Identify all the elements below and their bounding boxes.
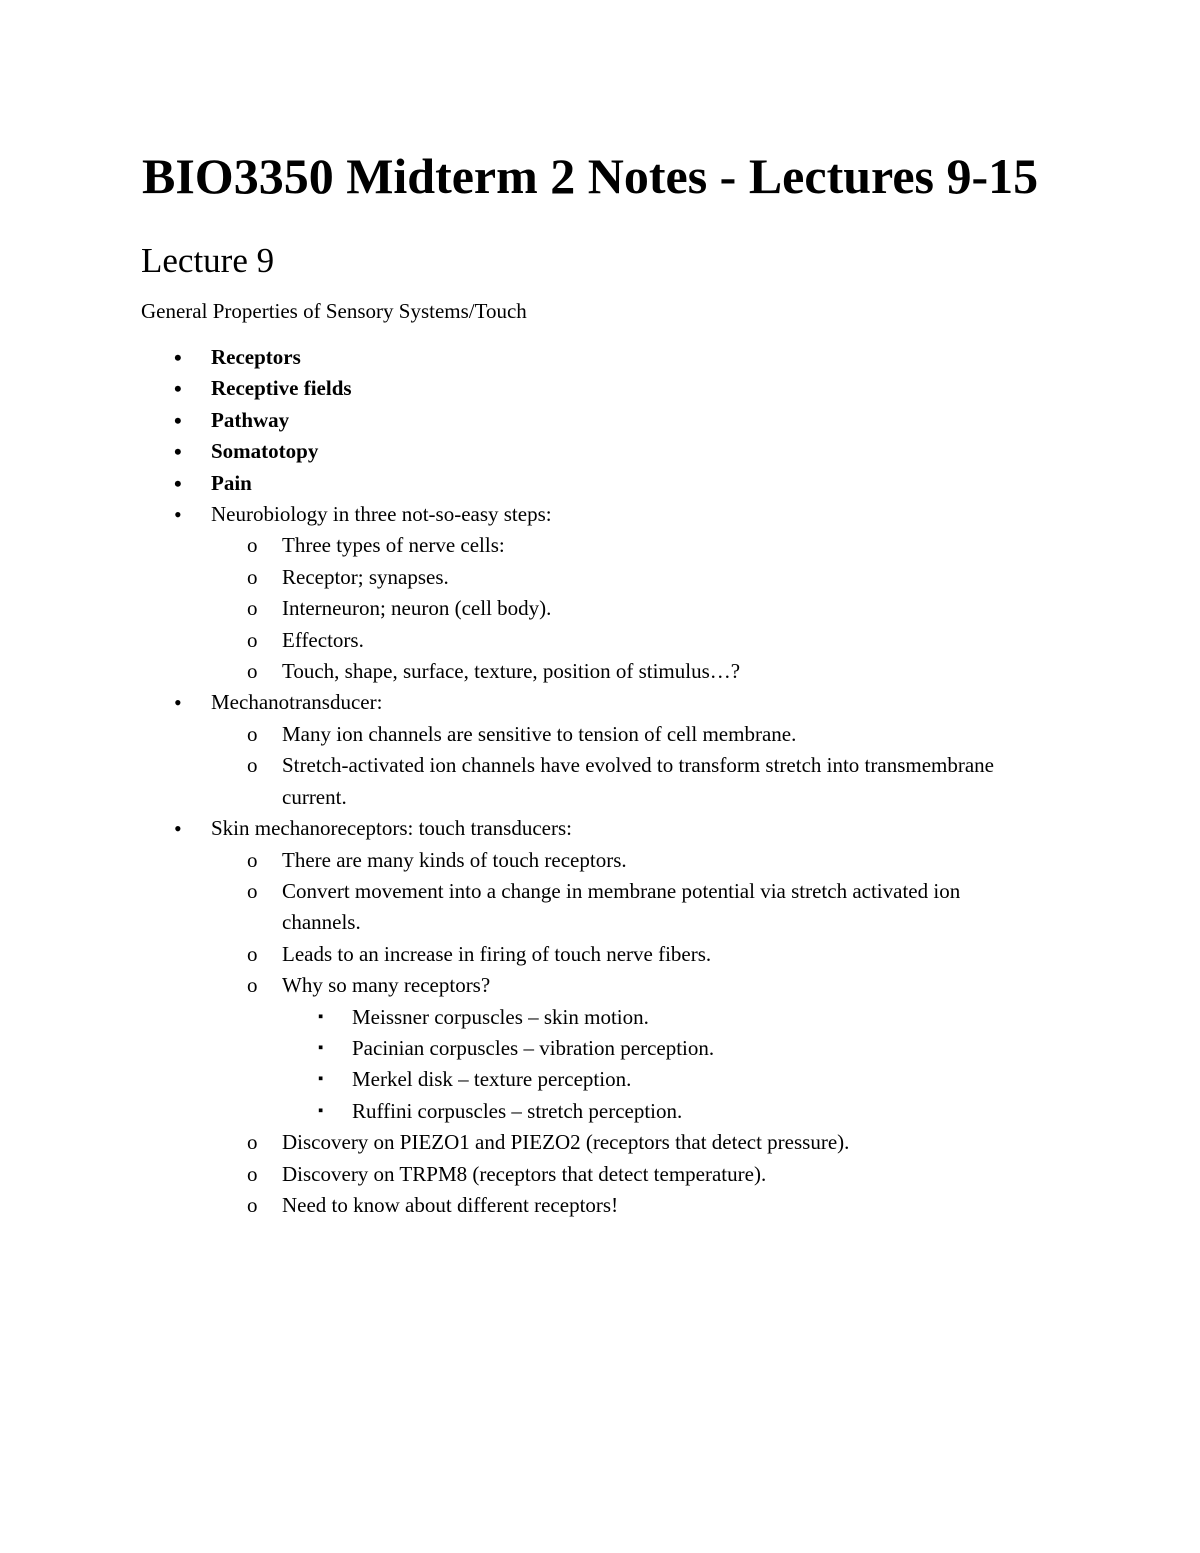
sub-sub-list-item-text: Pacinian corpuscles – vibration perception. — [352, 1035, 715, 1060]
sub-list-item — [0, 530, 1200, 561]
bullet-icon: • — [174, 376, 182, 402]
sub-list-item — [0, 1190, 1200, 1221]
list-item — [0, 436, 1200, 467]
sub-sub-list-item — [0, 1002, 1200, 1033]
sub-sub-list-item-text: Meissner corpuscles – skin motion. — [352, 1004, 649, 1029]
list-item-text: Pain — [211, 470, 252, 495]
sub-list-item-text: Interneuron; neuron (cell body). — [282, 596, 552, 621]
sub-list-item-text: Touch, shape, surface, texture, position of stimulus…? — [282, 659, 741, 684]
circle-bullet-icon: o — [247, 659, 258, 684]
square-bullet-icon: ▪ — [318, 1039, 324, 1056]
sub-list-item-text: Discovery on PIEZO1 and PIEZO2 (receptors that detect pressure). — [282, 1130, 850, 1155]
circle-bullet-icon: o — [247, 973, 258, 998]
sub-list-item — [0, 1159, 1200, 1190]
sub-list-item — [0, 939, 1200, 970]
sub-list-item-text: Convert movement into a change in membrane potential via stretch activated ion channels. — [282, 878, 961, 935]
list-item-text: Pathway — [211, 407, 290, 432]
bullet-icon: • — [174, 502, 182, 528]
bullet-icon: • — [174, 470, 182, 496]
sub-list-item — [0, 593, 1200, 624]
list-item-text: Receptors — [211, 345, 301, 369]
sub-sub-list-item — [0, 1096, 1200, 1127]
circle-bullet-icon: o — [247, 753, 258, 778]
circle-bullet-icon: o — [247, 627, 258, 652]
circle-bullet-icon: o — [247, 564, 258, 589]
sub-list-item-text: Leads to an increase in firing of touch nerve fibers. — [282, 941, 712, 966]
circle-bullet-icon: o — [247, 941, 258, 966]
sub-list-item — [0, 876, 1200, 939]
sub-list-item-text: Many ion channels are sensitive to tension of cell membrane. — [282, 721, 797, 746]
circle-bullet-icon: o — [247, 1161, 258, 1186]
list-item — [0, 405, 1200, 436]
circle-bullet-icon: o — [247, 721, 258, 746]
sub-list-item — [0, 656, 1200, 687]
sub-list-item — [0, 719, 1200, 750]
sub-sub-list-item — [0, 1033, 1200, 1064]
circle-bullet-icon: o — [247, 533, 258, 558]
sub-list-item-text: Receptor; synapses. — [282, 564, 449, 589]
sub-list-item-text: Discovery on TRPM8 (receptors that detect temperature). — [282, 1161, 767, 1186]
circle-bullet-icon: o — [247, 1192, 258, 1217]
list-item-text: Somatotopy — [211, 439, 319, 464]
list-item-text: Skin mechanoreceptors: touch transducers: — [211, 816, 572, 841]
sub-list-item-text: Effectors. — [282, 627, 364, 652]
sub-sub-list-item-text: Ruffini corpuscles – stretch perception. — [352, 1098, 683, 1123]
lecture-heading: Lecture 9 — [141, 241, 275, 280]
circle-bullet-icon: o — [247, 878, 258, 903]
square-bullet-icon: ▪ — [318, 1071, 324, 1088]
square-bullet-icon: ▪ — [318, 1008, 324, 1025]
list-item — [0, 499, 1200, 530]
circle-bullet-icon: o — [247, 847, 258, 872]
sub-list-item — [0, 1127, 1200, 1158]
sub-list-item-text: Three types of nerve cells: — [282, 533, 505, 558]
sub-list-item — [0, 845, 1200, 876]
list-item — [0, 813, 1200, 844]
bullet-icon: • — [174, 690, 182, 716]
list-item-text: Receptive fields — [211, 376, 352, 401]
sub-list-item-text: Why so many receptors? — [282, 973, 491, 998]
square-bullet-icon: ▪ — [318, 1102, 324, 1119]
sub-sub-list-item-text: Merkel disk – texture perception. — [352, 1067, 632, 1092]
list-item — [0, 342, 1200, 373]
list-item — [0, 468, 1200, 499]
bullet-icon: • — [174, 439, 182, 465]
bullet-icon: • — [174, 407, 182, 433]
list-item-text: Neurobiology in three not-so-easy steps: — [211, 502, 552, 527]
sub-list-item — [0, 562, 1200, 593]
bullet-icon: • — [174, 345, 182, 370]
list-item — [0, 373, 1200, 404]
notes-outline — [0, 342, 1200, 1221]
circle-bullet-icon: o — [247, 1130, 258, 1155]
sub-list-item-text: Need to know about different receptors! — [282, 1192, 619, 1217]
document-title: BIO3350 Midterm 2 Notes - Lectures 9-15 — [142, 148, 1039, 204]
list-item-text: Mechanotransducer: — [211, 690, 383, 715]
circle-bullet-icon: o — [247, 596, 258, 621]
section-subtitle: General Properties of Sensory Systems/Touch — [141, 299, 527, 323]
sub-list-item-text: There are many kinds of touch receptors. — [282, 847, 627, 872]
sub-list-item — [0, 625, 1200, 656]
list-item — [0, 687, 1200, 718]
sub-list-item — [0, 970, 1200, 1001]
sub-list-item — [0, 750, 1200, 813]
sub-sub-list-item — [0, 1064, 1200, 1095]
bullet-icon: • — [174, 816, 182, 842]
sub-list-item-text: Stretch-activated ion channels have evolved to transform stretch into transmembrane current. — [282, 753, 995, 809]
